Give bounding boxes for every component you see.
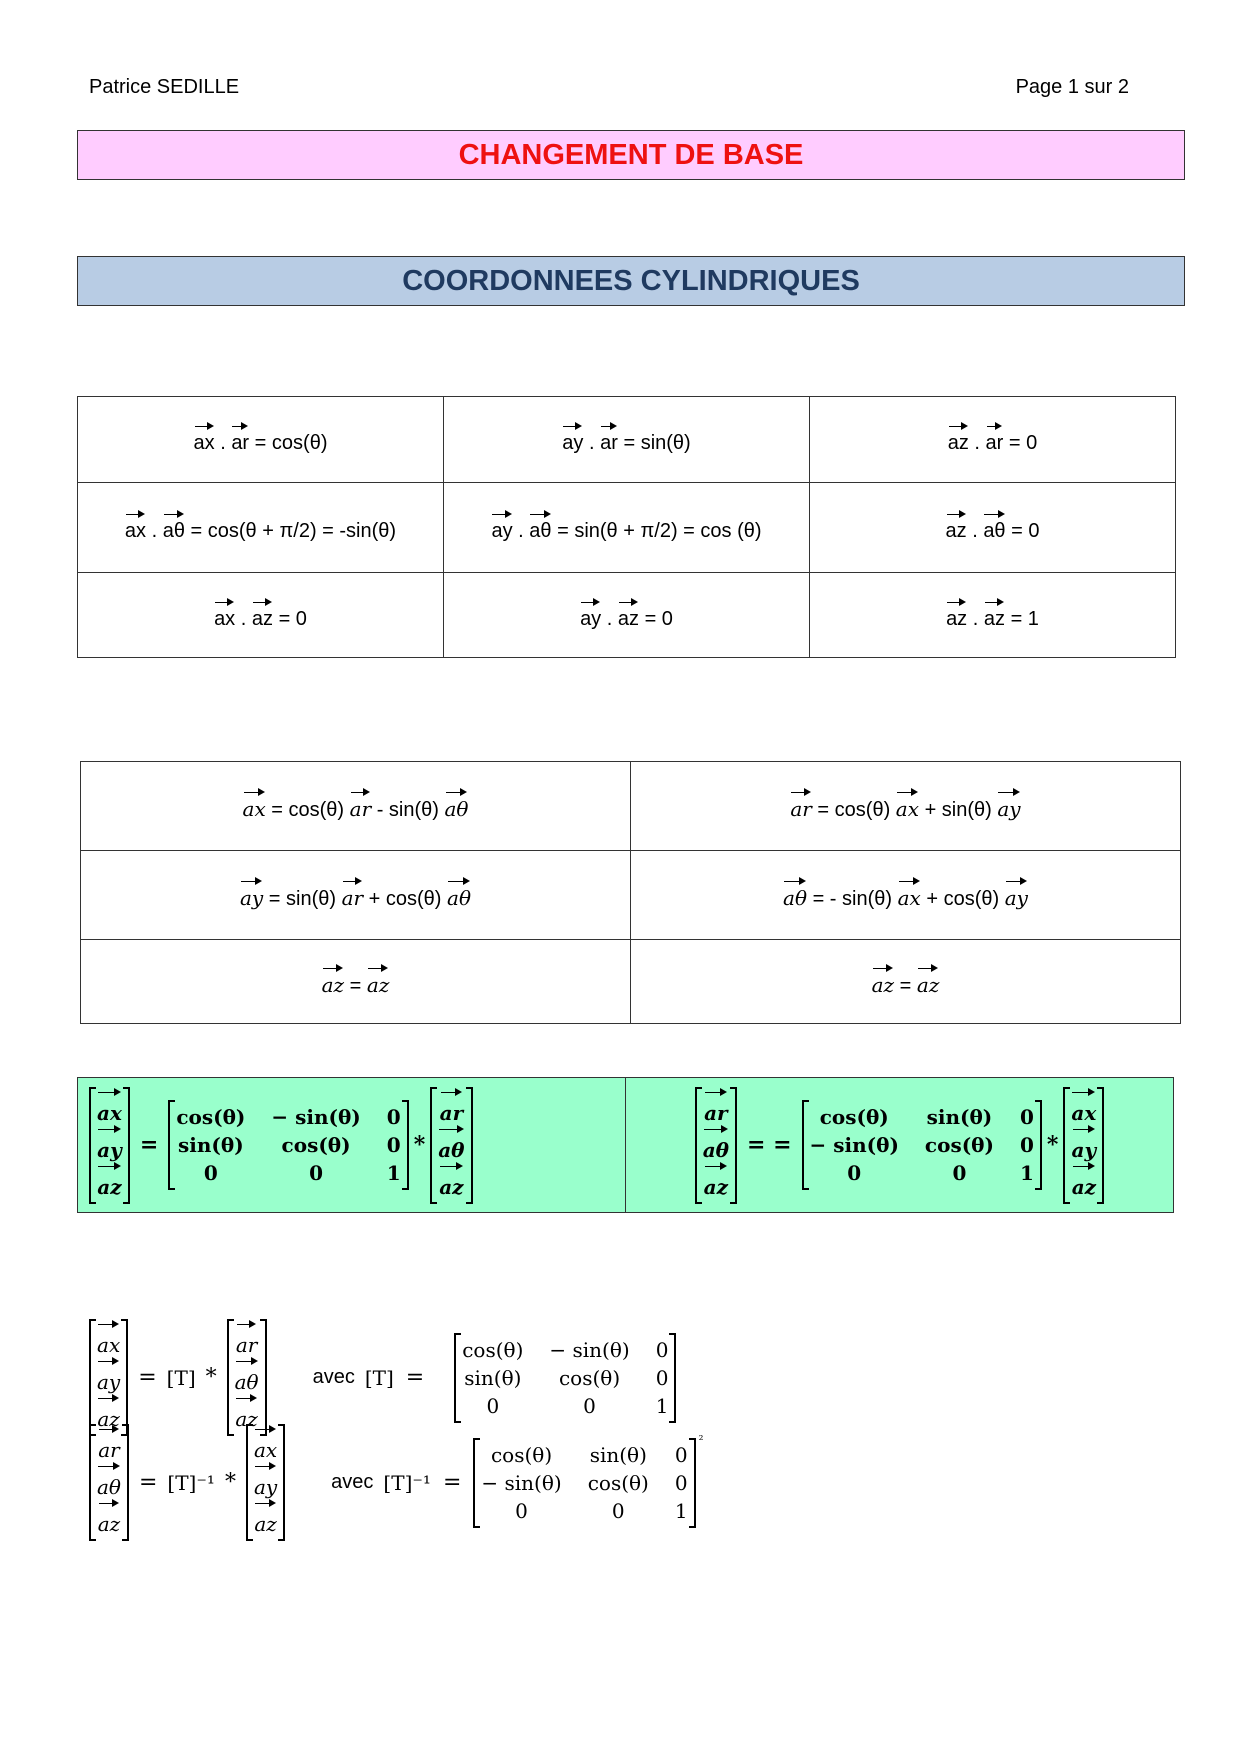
scalar-products-table: [77, 396, 1176, 658]
vector-az: az: [235, 1396, 257, 1433]
dot-operator: .: [518, 520, 524, 542]
cell-az-atheta: [810, 483, 1176, 573]
vector-az: az: [1072, 1164, 1096, 1201]
vector-atheta: aθ: [447, 879, 471, 908]
matrix-T-inverse: [802, 1101, 1042, 1189]
column-vector-cyl: [89, 1425, 129, 1540]
vector-ay: ay: [580, 600, 601, 629]
matrix-equations-table: [77, 1077, 1174, 1213]
matrix-cell: 0: [952, 1161, 967, 1185]
matrix-equation-inverse: [626, 1078, 1174, 1213]
vector-atheta: aθ: [163, 512, 185, 541]
matrix-cell: 0: [1019, 1133, 1034, 1157]
summary-equation-forward: [89, 1320, 676, 1435]
vector-ax: ax: [125, 512, 146, 541]
vector-ar: ar: [600, 424, 618, 453]
dot-operator: .: [972, 607, 979, 630]
matrix-cell: sin(θ): [926, 1105, 993, 1129]
result: = sin(θ + π/2) = cos (θ): [557, 520, 762, 542]
result: = 0: [1011, 520, 1040, 542]
multiply-operator: *: [413, 1132, 426, 1158]
vector-ax: ax: [97, 1090, 122, 1127]
equals-sign: =: [138, 1470, 158, 1495]
matrix-label-T-inverse: [T]⁻¹: [383, 1470, 431, 1495]
matrix-cell: cos(θ): [281, 1133, 351, 1157]
relation-az-left: [81, 940, 631, 1024]
vector-ay: ay: [254, 1464, 277, 1501]
vector-ay: ay: [97, 1359, 120, 1396]
matrix-cell: cos(θ): [462, 1337, 524, 1362]
column-vector-xyz: [89, 1088, 130, 1203]
equals-sign: =: [899, 974, 912, 997]
page-title: CHANGEMENT DE BASE: [458, 138, 804, 171]
vector-ax: ax: [194, 424, 215, 453]
dot-operator: .: [588, 432, 595, 454]
matrix-equation: [695, 1088, 1105, 1203]
vector-ar: ar: [231, 424, 249, 453]
vector-az: az: [917, 966, 939, 995]
matrix-cell: cos(θ): [176, 1105, 246, 1129]
matrix-cell: cos(θ): [558, 1365, 621, 1390]
matrix-cell: 0: [203, 1161, 218, 1185]
matrix-cell: 0: [674, 1442, 688, 1467]
vector-ay: ay: [97, 1127, 122, 1164]
column-vector-cyl: [227, 1320, 267, 1435]
vector-ar: ar: [342, 879, 363, 908]
matrix-T: [454, 1334, 676, 1422]
vector-ax: ax: [214, 600, 235, 629]
vector-ar: ar: [98, 1427, 119, 1464]
dot-operator: .: [606, 607, 613, 630]
relation-ax: [81, 762, 631, 851]
matrix-cell: sin(θ): [589, 1442, 647, 1467]
superscript-squared: ²: [698, 1433, 704, 1447]
cell-az-az: [810, 573, 1176, 658]
dot-operator: .: [151, 520, 158, 542]
vector-az: az: [984, 600, 1005, 629]
vector-atheta: aθ: [983, 512, 1005, 541]
vector-ar: ar: [350, 790, 371, 819]
cell-ax-ar: [78, 397, 444, 483]
header-page-number: Page 1 sur 2: [1015, 76, 1129, 98]
matrix-cell: 1: [1019, 1161, 1034, 1185]
vector-ay: ay: [1072, 1127, 1097, 1164]
dot-operator: .: [972, 520, 978, 542]
equals-sign: =: [138, 1365, 157, 1390]
vector-ay: ay: [491, 512, 512, 541]
vector-relations-table: [80, 761, 1181, 1024]
vector-ar: ar: [986, 424, 1004, 453]
matrix-cell: 1: [655, 1393, 669, 1418]
cell-ax-atheta: [78, 483, 444, 573]
equals-sign: =: [349, 974, 362, 997]
vector-az: az: [98, 1501, 120, 1538]
vector-ax: ax: [898, 879, 921, 908]
vector-az: az: [97, 1164, 121, 1201]
multiply-operator: *: [205, 1365, 217, 1390]
matrix-cell: − sin(θ): [271, 1105, 361, 1129]
relation-term: - sin(θ): [376, 799, 439, 821]
matrix-cell: 0: [1019, 1105, 1034, 1129]
vector-ax: ax: [254, 1427, 277, 1464]
subtitle-banner: [77, 256, 1185, 306]
title-banner: [77, 130, 1185, 180]
vector-ay: ay: [240, 879, 263, 908]
vector-atheta: aθ: [438, 1127, 464, 1164]
matrix-cell: 0: [674, 1470, 688, 1495]
cell-ay-ar: [444, 397, 810, 483]
vector-ax: ax: [896, 790, 919, 819]
vector-atheta: aθ: [783, 879, 807, 908]
vector-atheta: aθ: [97, 1464, 121, 1501]
result: = 0: [278, 607, 307, 630]
vector-atheta: aθ: [235, 1359, 259, 1396]
relation-term: = - sin(θ): [812, 888, 893, 910]
vector-az: az: [704, 1164, 728, 1201]
column-vector-xyz: [89, 1320, 128, 1435]
matrix-cell: cos(θ): [587, 1470, 649, 1495]
vector-ay: ay: [1005, 879, 1028, 908]
vector-ar: ar: [440, 1090, 464, 1127]
matrix-cell: cos(θ): [490, 1442, 553, 1467]
matrix-cell: 0: [847, 1161, 862, 1185]
vector-az: az: [252, 600, 273, 629]
matrix-cell: 0: [655, 1365, 669, 1390]
cell-az-ar: [810, 397, 1176, 483]
equals-sign: =: [442, 1470, 462, 1495]
cell-ay-atheta: [444, 483, 810, 573]
matrix-cell: − sin(θ): [549, 1337, 630, 1362]
vector-az: az: [946, 600, 967, 629]
column-vector-xyz: [1063, 1088, 1104, 1203]
matrix-label-T: [T]: [166, 1365, 196, 1390]
matrix-cell: cos(θ): [924, 1133, 994, 1157]
matrix-equation-forward: [78, 1078, 626, 1213]
relation-ay: [81, 851, 631, 940]
relation-term: + cos(θ): [926, 888, 1000, 910]
vector-az: az: [254, 1501, 276, 1538]
vector-az: az: [367, 966, 389, 995]
relation-term: = sin(θ): [268, 888, 337, 910]
relation-atheta: [631, 851, 1181, 940]
result: = cos(θ): [254, 432, 328, 454]
vector-ar: ar: [790, 790, 811, 819]
column-vector-cyl: [430, 1088, 472, 1203]
relation-az-right: [631, 940, 1181, 1024]
vector-az: az: [946, 512, 967, 541]
matrix-cell: 0: [583, 1393, 596, 1418]
section-title: COORDONNEES CYLINDRIQUES: [402, 264, 860, 297]
multiply-operator: *: [1046, 1132, 1059, 1158]
matrix-T: [168, 1101, 408, 1189]
matrix-cell: sin(θ): [178, 1133, 244, 1157]
vector-ax: ax: [243, 790, 266, 819]
header-author: Patrice SEDILLE: [89, 76, 240, 98]
matrix-cell: 0: [386, 1133, 401, 1157]
relation-term: = cos(θ): [271, 799, 345, 821]
matrix-cell: 0: [486, 1393, 500, 1418]
vector-az: az: [439, 1164, 463, 1201]
result: = 1: [1010, 607, 1039, 630]
vector-az: az: [97, 1396, 119, 1433]
multiply-operator: *: [224, 1470, 236, 1495]
matrix-cell: 0: [386, 1105, 401, 1129]
matrix-cell: − sin(θ): [809, 1133, 899, 1157]
matrix-cell: cos(θ): [819, 1105, 889, 1129]
summary-equation-inverse: [89, 1425, 703, 1540]
matrix-cell: 0: [309, 1161, 324, 1185]
cell-ax-az: [78, 573, 444, 658]
avec-label: avec: [312, 1366, 355, 1388]
vector-ay: ay: [997, 790, 1020, 819]
dot-operator: .: [220, 432, 226, 454]
matrix-cell: 1: [386, 1161, 401, 1185]
vector-az: az: [872, 966, 894, 995]
column-vector-cyl: [695, 1088, 737, 1203]
matrix-cell: 0: [655, 1337, 669, 1362]
vector-ax: ax: [97, 1322, 120, 1359]
vector-ar: ar: [236, 1322, 257, 1359]
relation-term: + sin(θ): [924, 799, 992, 821]
result: = sin(θ): [623, 432, 691, 454]
matrix-T-inverse: [473, 1439, 695, 1527]
matrix-cell: 1: [674, 1498, 688, 1523]
matrix-equation: [89, 1088, 473, 1203]
vector-az: az: [322, 966, 344, 995]
matrix-label-T: [T]: [364, 1365, 394, 1390]
matrix-cell: sin(θ): [464, 1365, 522, 1390]
matrix-cell: − sin(θ): [481, 1470, 562, 1495]
vector-ay: ay: [562, 424, 583, 453]
relation-ar: [631, 762, 1181, 851]
equals-sign: =: [139, 1132, 159, 1158]
vector-atheta: aθ: [529, 512, 551, 541]
vector-ax: ax: [1071, 1090, 1096, 1127]
result: = 0: [1008, 432, 1038, 454]
vector-ar: ar: [704, 1090, 728, 1127]
relation-term: = cos(θ): [817, 799, 891, 821]
dot-operator: .: [240, 607, 247, 630]
result: = cos(θ + π/2) = -sin(θ): [190, 520, 397, 542]
result: = 0: [644, 607, 673, 630]
column-vector-xyz: [246, 1425, 285, 1540]
relation-term: + cos(θ): [368, 888, 442, 910]
equals-sign: =: [405, 1365, 425, 1390]
dot-operator: .: [974, 432, 980, 454]
cell-ay-az: [444, 573, 810, 658]
vector-az: az: [948, 424, 969, 453]
avec-label: avec: [331, 1471, 374, 1493]
equals-sign: = =: [747, 1132, 792, 1158]
vector-az: az: [618, 600, 639, 629]
matrix-label-T-inverse: [T]⁻¹: [167, 1470, 215, 1495]
vector-atheta: aθ: [445, 790, 469, 819]
vector-atheta: aθ: [703, 1127, 729, 1164]
matrix-cell: 0: [515, 1498, 528, 1523]
matrix-cell: 0: [611, 1498, 625, 1523]
